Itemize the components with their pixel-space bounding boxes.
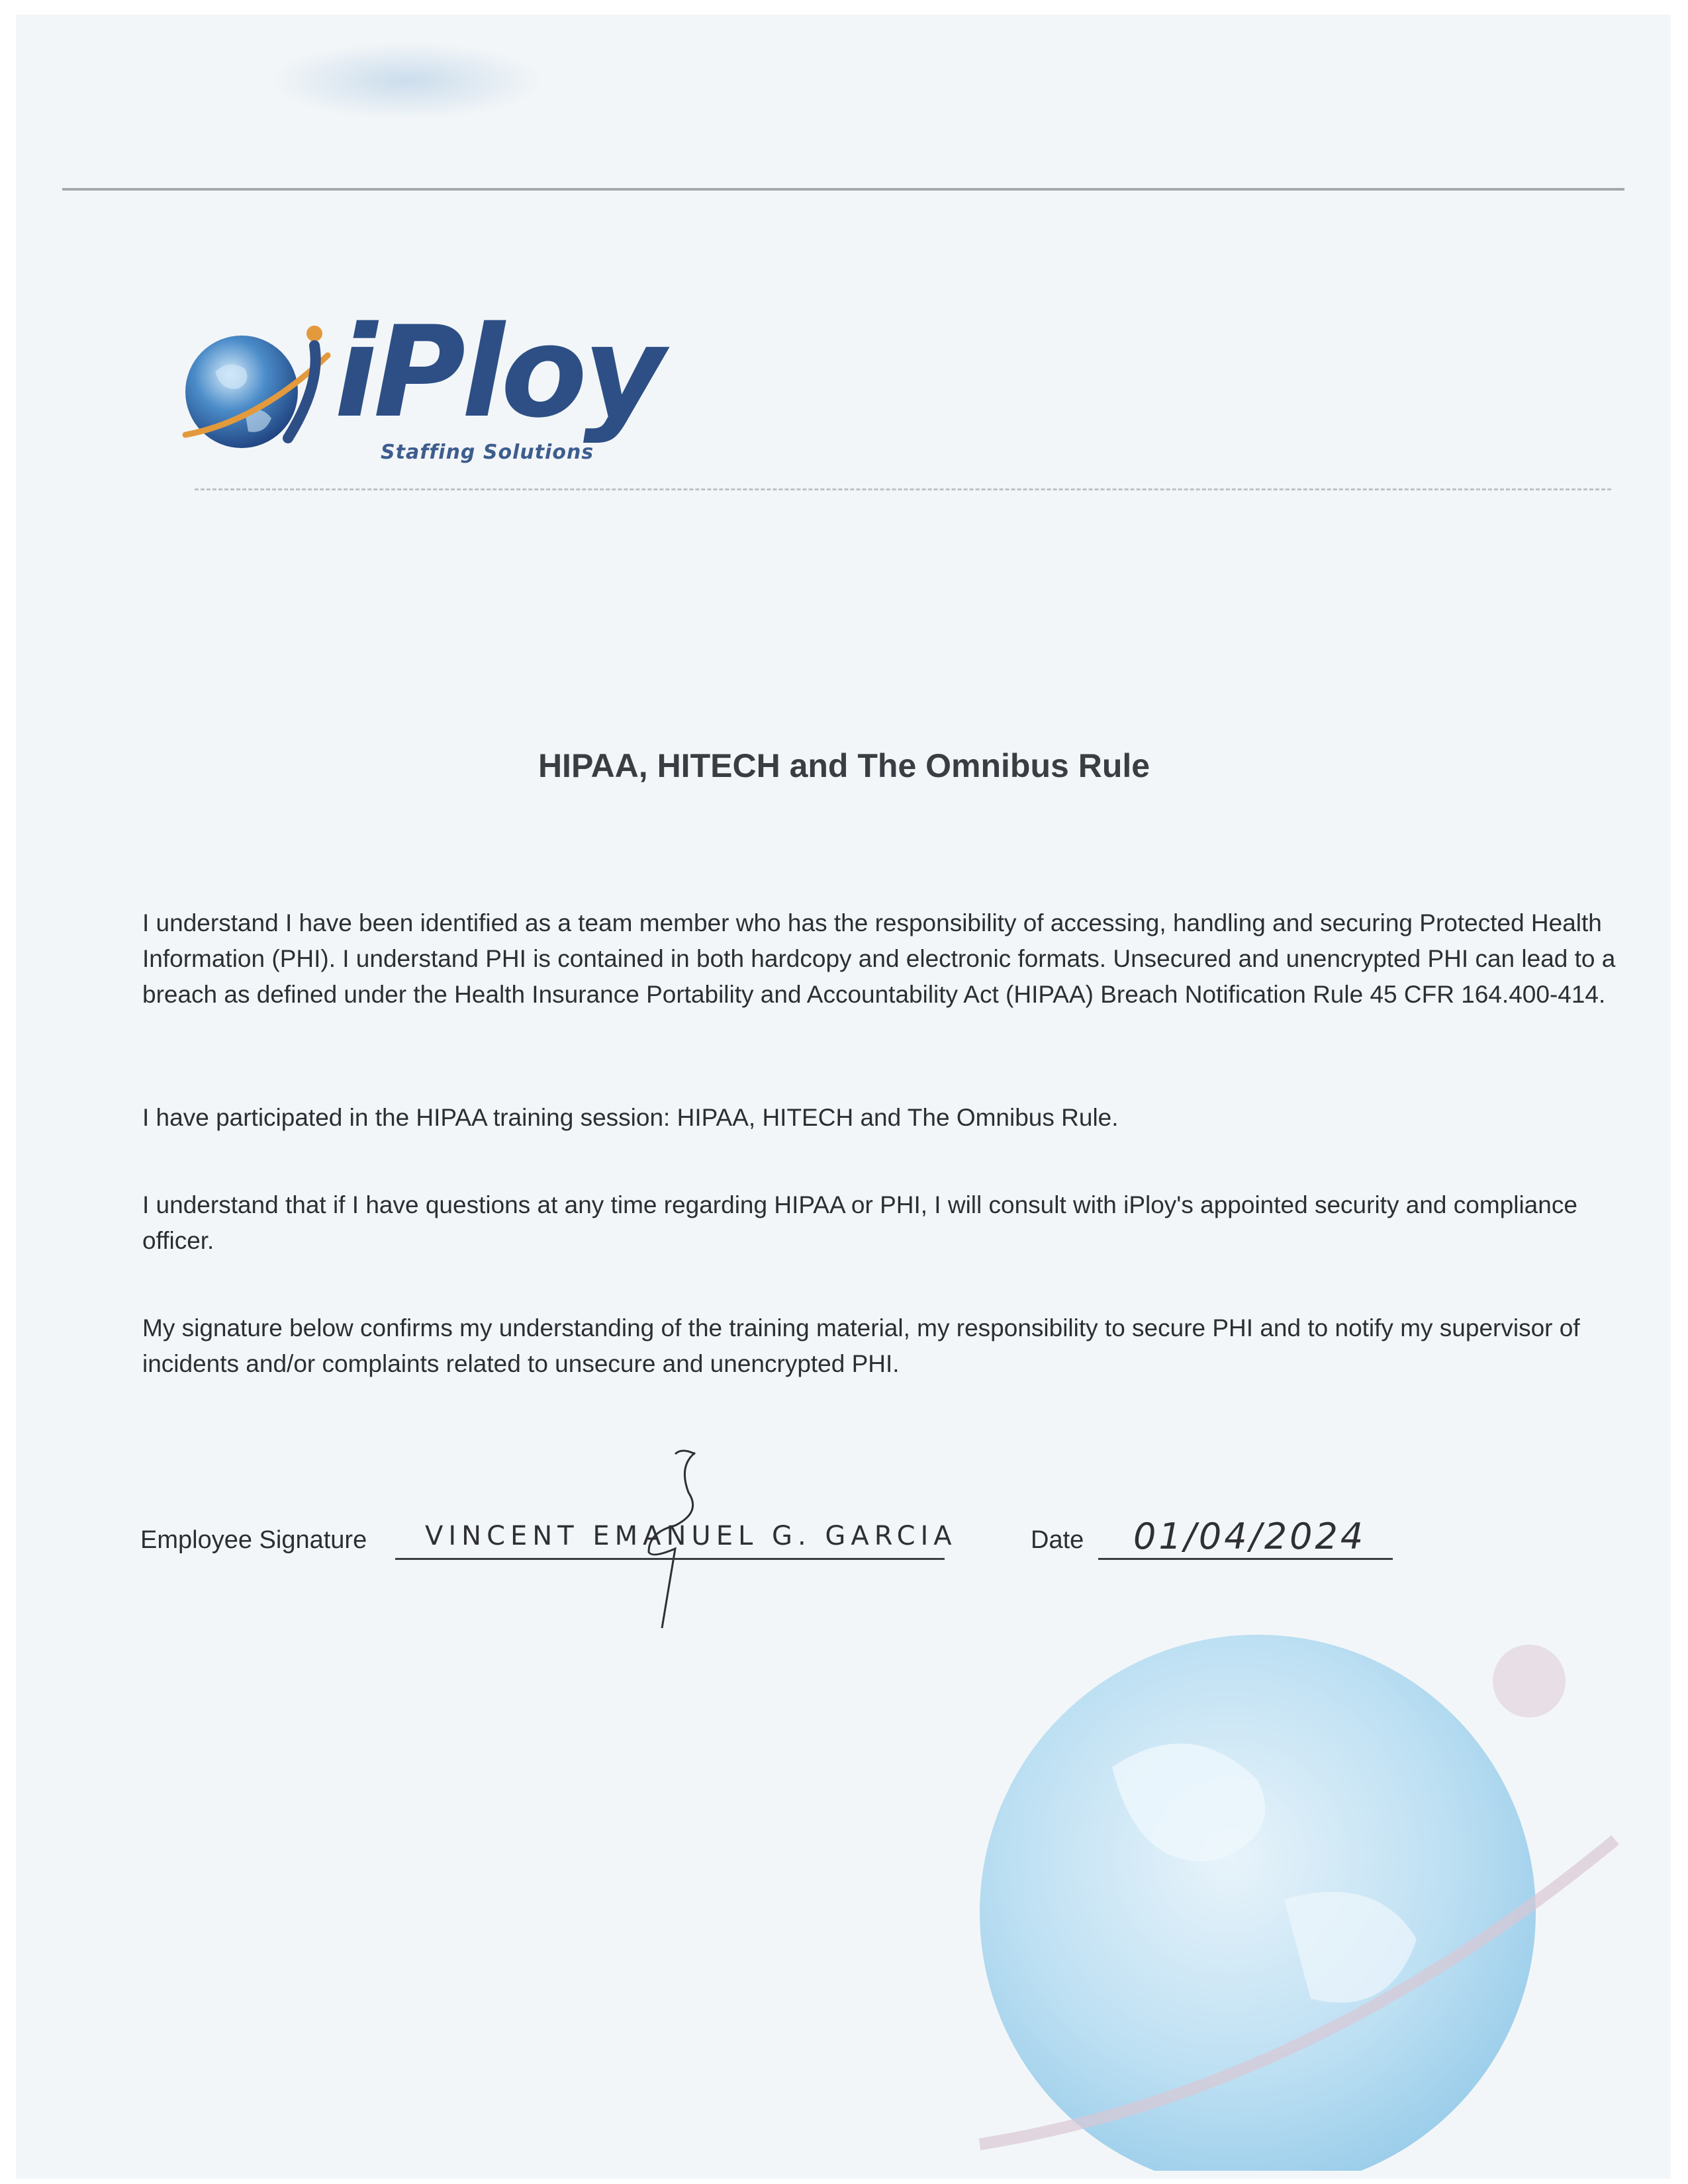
signature-line — [395, 1558, 945, 1560]
date-label: Date — [1031, 1526, 1084, 1554]
employee-signature-label: Employee Signature — [140, 1526, 367, 1554]
logo-tagline: Staffing Solutions — [381, 441, 594, 464]
paragraph-training-participation: I have participated in the HIPAA training session: HIPAA, HITECH and The Omnibus Rule. — [142, 1104, 1119, 1131]
date-value: 01/04/2024 — [1133, 1516, 1366, 1557]
header-divider — [195, 488, 1611, 490]
globe-watermark-icon — [914, 1602, 1642, 2171]
paragraph-signature-confirmation: My signature below confirms my understanding of the training material, my responsibility to secure PHI and to notify my supervisor of incidents and/or complaints related to unsecure and unencrypted PHI. — [142, 1314, 1580, 1377]
employee-signature-value: VINCENT EMANUEL G. GARCIA — [425, 1521, 957, 1551]
scan-line — [62, 188, 1624, 191]
document-title: HIPAA, HITECH and The Omnibus Rule — [538, 747, 1150, 784]
iploy-logo — [179, 299, 661, 477]
date-line — [1098, 1558, 1393, 1560]
logo-wordmark: iPloy — [334, 299, 661, 445]
paragraph-phi-responsibility: I understand I have been identified as a team member who has the responsibility of accessing, handling and securing Protected Health Information (PHI). I understand PHI is contained in both hardcopy and electronic formats. Unsecured and unencrypted PHI can lead to a breach as defined under the Health Insurance Portability and Accountability Act (HIPAA) Breach Notification Rule 45 CFR 164.400-414. — [142, 909, 1616, 1008]
globe-logo-icon — [179, 319, 338, 465]
signature-row — [140, 1516, 1597, 1569]
scan-smudge — [267, 41, 545, 120]
paragraph-consult-officer: I understand that if I have questions at any time regarding HIPAA or PHI, I will consult with iPloy's appointed security and compliance officer. — [142, 1191, 1577, 1254]
